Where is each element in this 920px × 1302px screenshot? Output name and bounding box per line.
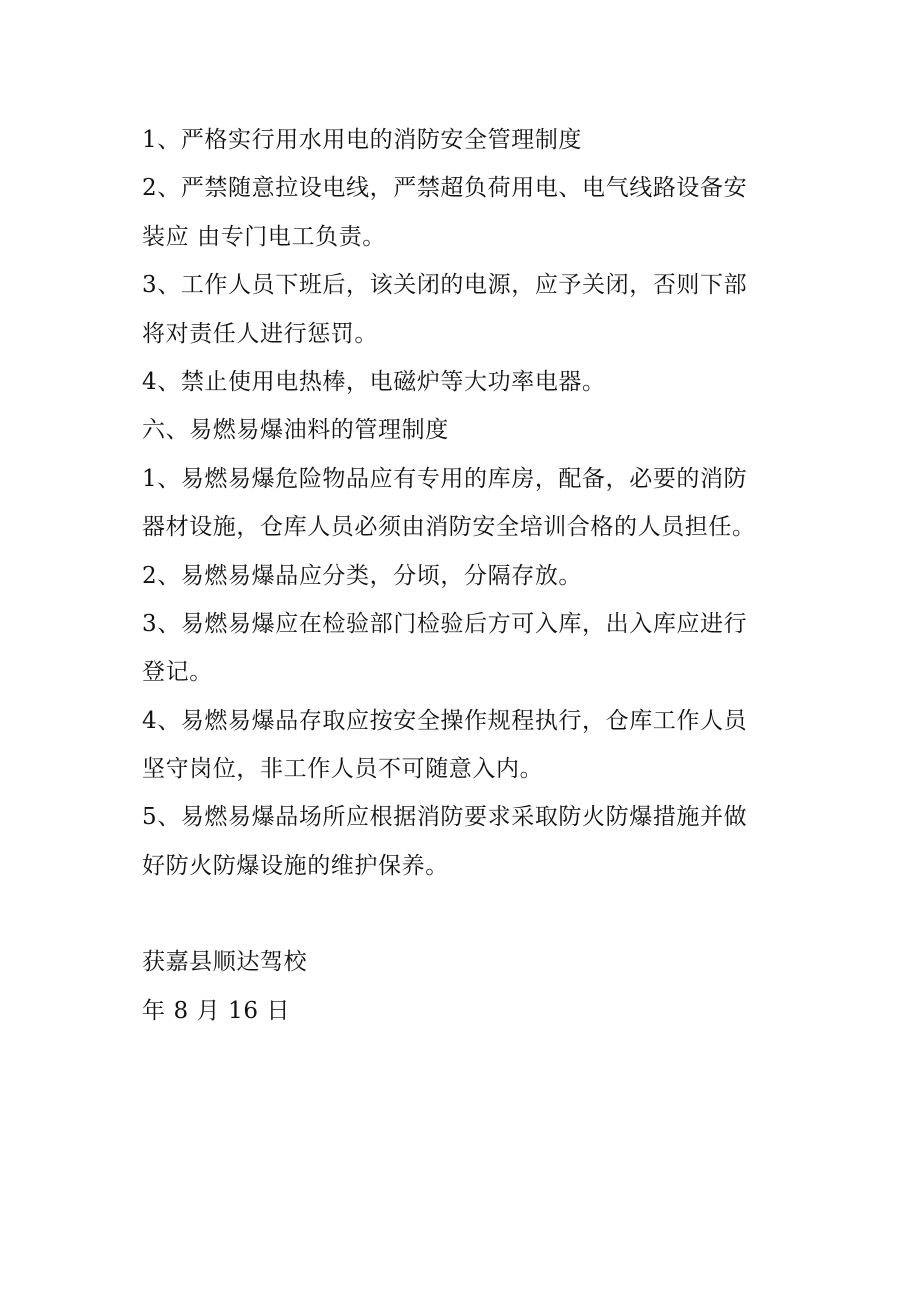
text-line-10: 2、易燃易爆品应分类，分顷，分隔存放。 xyxy=(142,562,583,589)
text-line-1: 1、严格实行用水用电的消防安全管理制度 xyxy=(142,127,583,153)
document-body xyxy=(142,116,812,1035)
section-heading: 六、易燃易爆油料的管理制度 xyxy=(142,417,449,444)
text-line-2: 2、严禁随意拉设电线，严禁超负荷用电、电气线路设备安 xyxy=(142,175,748,202)
text-line-6: 4、禁止使用电热棒，电磁炉等大功率电器。 xyxy=(142,368,606,395)
text-line-5: 将对责任人进行惩罚。 xyxy=(142,320,378,347)
text-line-12: 登记。 xyxy=(142,659,213,686)
text-line-15: 5、易燃易爆品场所应根据消防要求采取防火防爆措施并做 xyxy=(142,804,748,831)
text-line-13: 4、易燃易爆品存取应按安全操作规程执行，仓库工作人员 xyxy=(142,707,748,734)
signature-date: 年 8 月 16 日 xyxy=(142,997,291,1024)
text-line-16: 好防火防爆设施的维护保养。 xyxy=(142,852,449,879)
text-line-11: 3、易燃易爆应在检验部门检验后方可入库，出入库应进行 xyxy=(142,610,748,637)
text-line-3: 装应 由专门电工负责。 xyxy=(142,223,386,250)
text-line-4: 3、工作人员下班后，该关闭的电源，应予关闭，否则下部 xyxy=(142,272,748,299)
signature-organization: 获嘉县顺达驾校 xyxy=(142,949,308,976)
text-line-9: 器材设施，仓库人员必须由消防安全培训合格的人员担任。 xyxy=(142,514,756,541)
signature-spacer xyxy=(142,890,812,938)
text-line-14: 坚守岗位，非工作人员不可随意入内。 xyxy=(142,756,544,783)
text-line-8: 1、易燃易爆危险物品应有专用的库房，配备，必要的消防 xyxy=(142,465,748,492)
